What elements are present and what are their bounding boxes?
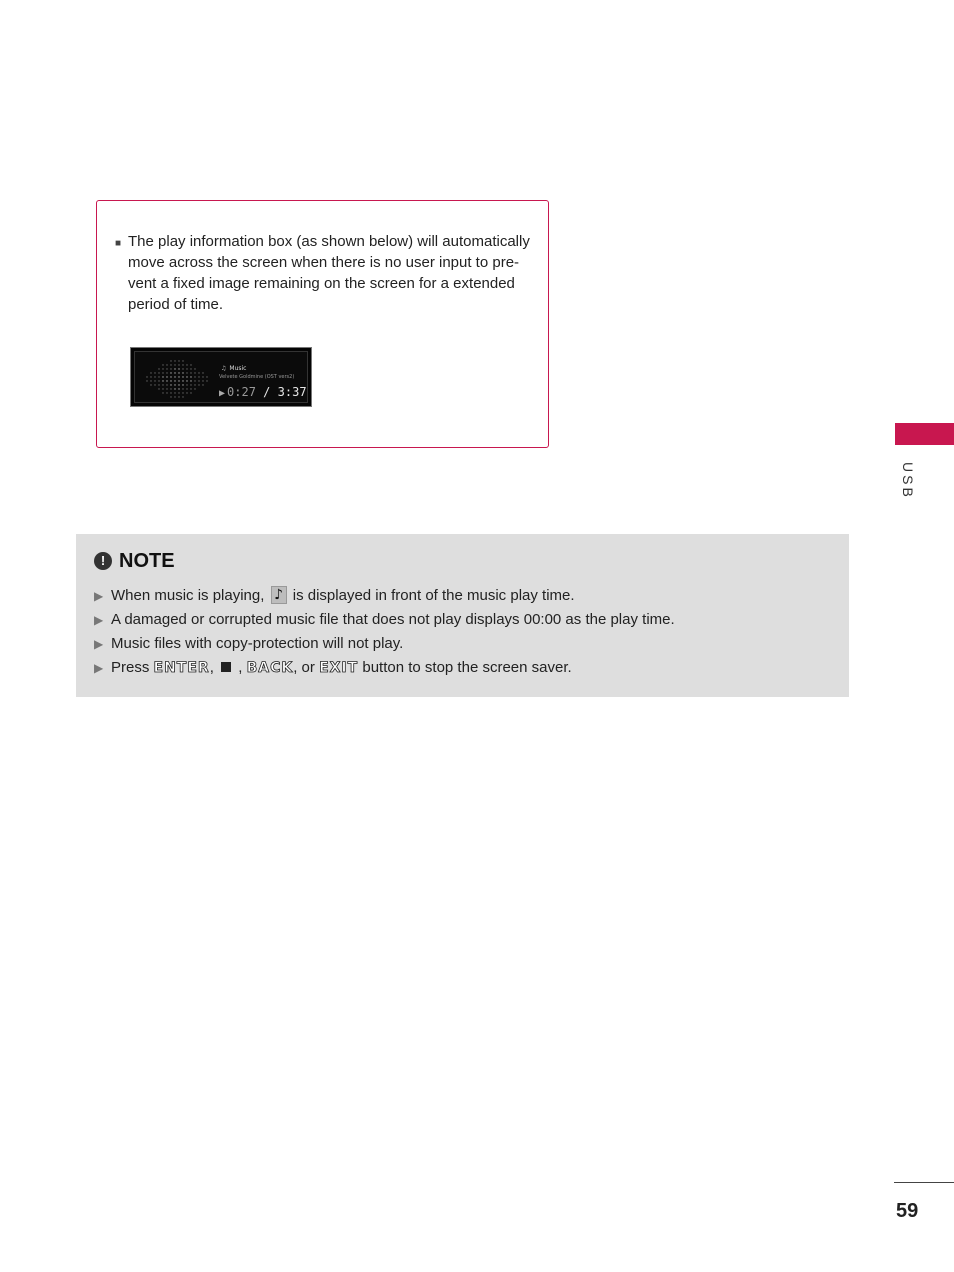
info-box-label: Music <box>229 365 247 372</box>
elapsed-time: 0:27 <box>227 385 256 399</box>
callout-bullet <box>115 231 535 315</box>
exit-button-label: EXIT <box>319 660 359 676</box>
section-label: USB <box>900 462 916 500</box>
arrow-bullet-icon: ▶ <box>94 589 104 603</box>
play-icon: ▶ <box>219 388 226 399</box>
page-rule <box>894 1182 954 1183</box>
total-time: 3:37 <box>277 385 307 399</box>
note-item: ▶ When music is playing, ♪ is displayed in front of the music play time. <box>94 584 675 608</box>
note-title: NOTE <box>119 550 175 572</box>
info-box-title <box>221 365 246 372</box>
note-box <box>76 534 849 697</box>
play-info-box <box>130 347 312 407</box>
section-tab <box>895 423 954 445</box>
note-item: ▶ A damaged or corrupted music file that does not play displays 00:00 as the play time. <box>94 608 675 632</box>
callout-text: The play information box (as shown below) will automatically move across the screen when there is no user input to pre- vent a fixed image remaining on the screen for a extended period of time. <box>128 233 530 313</box>
info-box-time <box>219 385 307 399</box>
callout-box <box>96 200 549 448</box>
exclamation-icon: ! <box>94 552 112 570</box>
equalizer-visual-icon <box>141 356 215 404</box>
enter-button-label: ENTER <box>153 660 210 676</box>
arrow-bullet-icon: ▶ <box>94 661 104 675</box>
page-number: 59 <box>896 1200 919 1222</box>
note-item: ▶ Press ENTER, , BACK, or EXIT button to stop the screen saver. <box>94 656 675 680</box>
square-bullet-icon: ■ <box>115 238 122 249</box>
arrow-bullet-icon: ▶ <box>94 637 104 651</box>
arrow-bullet-icon: ▶ <box>94 613 104 627</box>
info-box-track: Velvete Goldmine (OST vers2) <box>219 374 295 380</box>
back-button-label: BACK <box>246 660 294 676</box>
play-info-inner <box>134 351 308 403</box>
note-list <box>94 584 675 680</box>
music-folder-icon: ♫ <box>221 365 227 372</box>
time-separator: / <box>263 385 271 399</box>
music-note-icon: ♪ <box>271 586 287 604</box>
note-item: ▶ Music files with copy-protection will not play. <box>94 632 675 656</box>
stop-icon <box>221 662 231 672</box>
